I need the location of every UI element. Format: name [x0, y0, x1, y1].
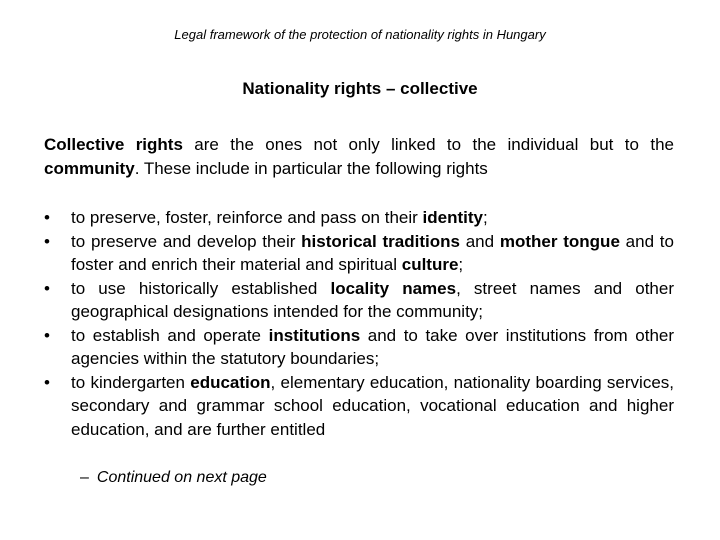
bullet-marker: • — [44, 231, 50, 251]
bullet-marker: • — [44, 278, 50, 298]
bullet-keyword: institutions — [268, 325, 361, 345]
continued-text: Continued on next page — [96, 469, 267, 486]
bullet-text: and — [459, 231, 500, 251]
list-item — [44, 230, 674, 277]
bullet-keyword: culture — [401, 255, 459, 274]
slide-header: Legal framework of the protection of nationality rights in Hungary — [174, 27, 546, 42]
bullet-text: ; — [458, 255, 464, 274]
bullet-text: to preserve, foster, reinforce and pass on their — [71, 208, 423, 227]
bullet-keyword: locality names — [330, 278, 457, 298]
bullet-keyword: identity — [422, 208, 483, 227]
intro-text-1: are the ones not only linked to the individual but to the — [182, 135, 674, 154]
bullet-keyword: historical traditions — [301, 231, 460, 251]
intro-community: community — [44, 159, 135, 178]
intro-paragraph — [44, 133, 674, 181]
list-item — [44, 324, 674, 371]
bullet-text: and to take over institutions from other agencies within the statutory boundaries; — [71, 325, 675, 368]
bullet-keyword: mother tongue — [499, 231, 620, 251]
bullet-text: ; — [482, 208, 488, 227]
bullet-text: to preserve and develop their — [71, 231, 302, 251]
continued-dash: – — [80, 469, 89, 486]
bullet-text: , street names and other geographical designations intended for the community; — [71, 278, 674, 321]
bullet-text: to use historically established — [71, 278, 331, 298]
bullet-text: to kindergarten — [71, 372, 191, 392]
intro-term: Collective rights — [44, 135, 183, 154]
bullet-marker: • — [44, 208, 50, 227]
bullet-text: and to foster and enrich their material and spiritual — [71, 231, 674, 274]
intro-text-2: . These include in particular the following rights — [134, 159, 488, 178]
bullet-marker: • — [44, 325, 50, 345]
bullet-marker: • — [44, 372, 50, 392]
bullet-keyword: education — [190, 372, 271, 392]
slide-title: Nationality rights – collective — [242, 79, 478, 98]
bullet-text: , elementary education, nationality boarding services, secondary and grammar school education, vocational education and higher education, and are further entitled — [71, 372, 674, 439]
list-item — [44, 206, 674, 230]
rights-list — [44, 206, 674, 441]
list-item — [44, 371, 674, 442]
bullet-text: to establish and operate — [71, 325, 269, 345]
continued-note — [80, 469, 267, 487]
list-item — [44, 277, 674, 324]
